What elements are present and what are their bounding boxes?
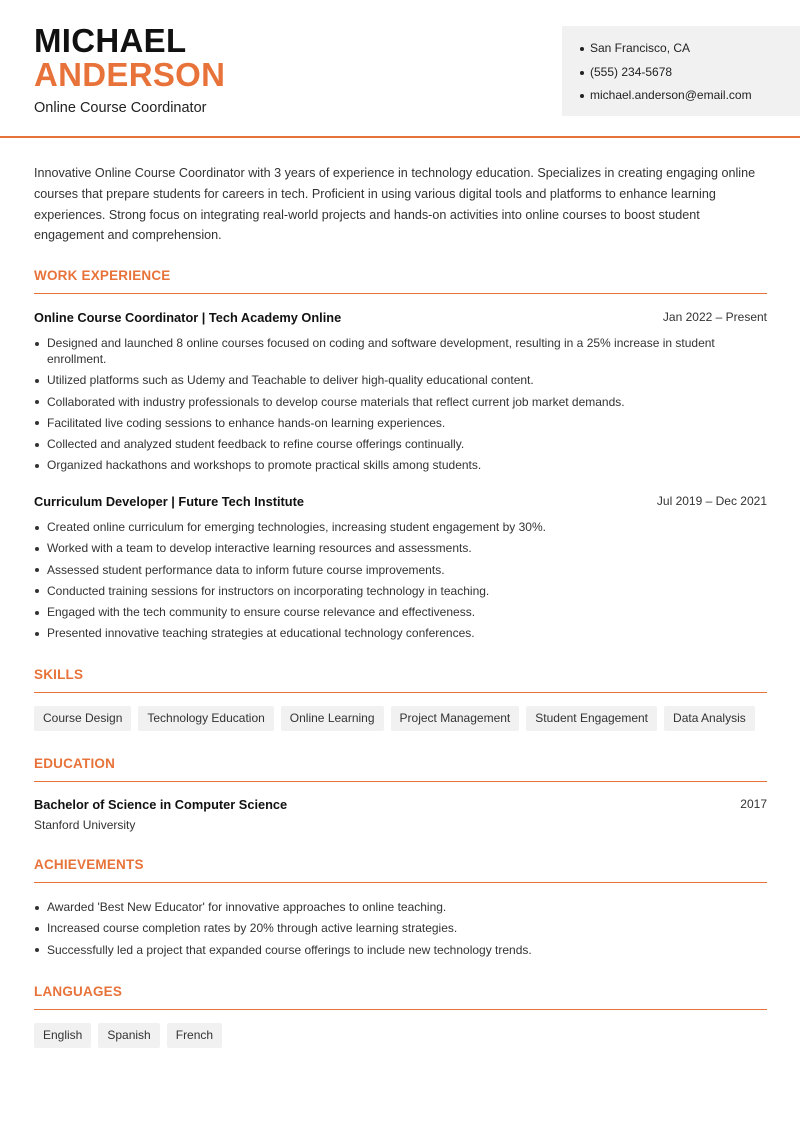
- skill-tag: Student Engagement: [526, 706, 657, 731]
- skill-tag: Project Management: [391, 706, 520, 731]
- list-item: Presented innovative teaching strategies at educational technology conferences.: [34, 625, 734, 641]
- summary-paragraph: Innovative Online Course Coordinator with 3 years of experience in technology education. Specializes in creating engaging online courses that prepare students for careers in tech. Proficient in using various digital tools and platforms to enhance learning experiences. Strong focus on integrating real-world projects and hands-on activities into online courses to boost student engagement and comprehension.: [34, 166, 756, 243]
- section-title-achievements: ACHIEVEMENTS: [34, 857, 767, 883]
- section-title-work: WORK EXPERIENCE: [34, 268, 767, 294]
- education-degree: Bachelor of Science in Computer Science: [34, 797, 288, 812]
- list-item: Collaborated with industry professionals to develop course materials that reflect current job market demands.: [34, 394, 734, 410]
- language-tag: English: [34, 1023, 91, 1048]
- languages-list: [34, 1023, 222, 1048]
- list-item: Successfully led a project that expanded course offerings to include new technology trends.: [34, 942, 734, 958]
- list-item: Utilized platforms such as Udemy and Teachable to deliver high-quality educational content.: [34, 372, 734, 388]
- job-bullets: [34, 335, 734, 479]
- language-tag: Spanish: [98, 1023, 159, 1048]
- skill-tag: Online Learning: [281, 706, 384, 731]
- contact-location: San Francisco, CA: [580, 37, 800, 61]
- section-title-languages: LANGUAGES: [34, 984, 767, 1010]
- list-item: Created online curriculum for emerging technologies, increasing student engagement by 30%.: [34, 519, 734, 535]
- job-header: [34, 310, 767, 328]
- job-dates: Jan 2022 – Present: [662, 310, 767, 324]
- education-year: 2017: [740, 797, 767, 811]
- contact-box: [562, 26, 800, 116]
- skill-tag: Course Design: [34, 706, 131, 731]
- list-item: Awarded 'Best New Educator' for innovative approaches to online teaching.: [34, 899, 734, 915]
- list-item: Organized hackathons and workshops to promote practical skills among students.: [34, 457, 734, 473]
- job-header: [34, 494, 767, 512]
- resume-header: [0, 0, 800, 138]
- first-name: MICHAEL: [34, 22, 187, 59]
- job-title-line: Online Course Coordinator | Tech Academy Online: [34, 310, 342, 325]
- section-title-education: EDUCATION: [34, 756, 767, 782]
- job-title-line: Curriculum Developer | Future Tech Institute: [34, 494, 304, 509]
- list-item: Engaged with the tech community to ensure course relevance and effectiveness.: [34, 604, 734, 620]
- list-item: Facilitated live coding sessions to enhance hands-on learning experiences.: [34, 415, 734, 431]
- last-name: ANDERSON: [34, 56, 226, 93]
- section-title-skills: SKILLS: [34, 667, 767, 693]
- contact-phone: (555) 234-5678: [580, 61, 800, 85]
- skill-tag: Data Analysis: [664, 706, 755, 731]
- job-title: Online Course Coordinator: [34, 100, 207, 116]
- job-dates: Jul 2019 – Dec 2021: [656, 494, 767, 508]
- list-item: Worked with a team to develop interactive learning resources and assessments.: [34, 540, 734, 556]
- list-item: Designed and launched 8 online courses focused on coding and software development, resulting in a 25% increase in student enrollment.: [34, 335, 734, 367]
- education-school: Stanford University: [34, 818, 136, 832]
- skill-tag: Technology Education: [138, 706, 273, 731]
- skills-list: [34, 706, 755, 731]
- achievement-bullets: [34, 899, 734, 963]
- list-item: Conducted training sessions for instructors on incorporating technology in teaching.: [34, 583, 734, 599]
- list-item: Increased course completion rates by 20% through active learning strategies.: [34, 920, 734, 936]
- list-item: Collected and analyzed student feedback to refine course offerings continually.: [34, 436, 734, 452]
- contact-email: michael.anderson@email.com: [580, 84, 800, 108]
- job-bullets: [34, 519, 734, 647]
- list-item: Assessed student performance data to inform future course improvements.: [34, 562, 734, 578]
- language-tag: French: [167, 1023, 222, 1048]
